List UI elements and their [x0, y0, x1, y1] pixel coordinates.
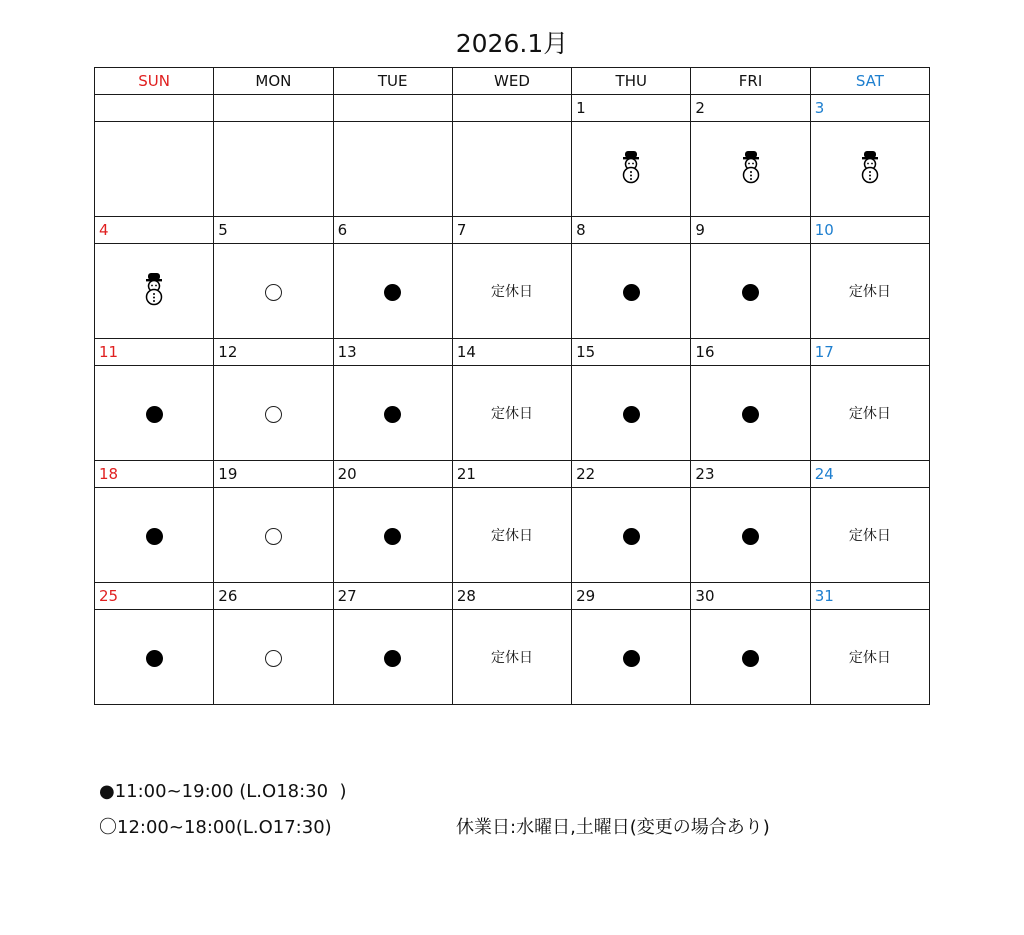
closed-day-label: 定休日: [848, 650, 891, 666]
weekday-sun: SUN: [95, 68, 214, 95]
day-number: 11: [95, 339, 214, 366]
day-number: 17: [810, 339, 929, 366]
day-number: 3: [810, 95, 929, 122]
open-circle-icon: [265, 406, 282, 423]
day-cell: [452, 122, 571, 217]
closed-day-label: 定休日: [490, 406, 533, 422]
day-cell: [333, 366, 452, 461]
day-number: 28: [452, 583, 571, 610]
day-number: 14: [452, 339, 571, 366]
weekday-header-row: [95, 68, 930, 95]
day-number: 27: [333, 583, 452, 610]
calendar-grid: [94, 67, 930, 705]
week-date-row: [95, 461, 930, 488]
closed-day-label: 定休日: [848, 528, 891, 544]
day-number: 20: [333, 461, 452, 488]
day-number: 9: [691, 217, 810, 244]
day-cell: [691, 122, 810, 217]
week-status-row: [95, 244, 930, 339]
day-number: 29: [572, 583, 691, 610]
day-cell: [95, 244, 214, 339]
day-number: 4: [95, 217, 214, 244]
week-status-row: [95, 610, 930, 705]
day-number: 19: [214, 461, 333, 488]
filled-circle-icon: [146, 528, 163, 545]
filled-circle-icon: [742, 406, 759, 423]
day-number: 31: [810, 583, 929, 610]
day-number: 7: [452, 217, 571, 244]
day-cell: [333, 610, 452, 705]
closed-day-label: 定休日: [490, 284, 533, 300]
day-cell: [810, 244, 929, 339]
day-number: 10: [810, 217, 929, 244]
day-number: [333, 95, 452, 122]
day-cell: [214, 488, 333, 583]
day-cell: [95, 488, 214, 583]
day-cell: [572, 122, 691, 217]
day-cell: [691, 488, 810, 583]
day-cell: [452, 610, 571, 705]
day-cell: [95, 610, 214, 705]
day-cell: [333, 122, 452, 217]
day-number: 25: [95, 583, 214, 610]
snowman-icon: [143, 272, 165, 310]
day-number: 1: [572, 95, 691, 122]
weekday-wed: WED: [452, 68, 571, 95]
filled-circle-icon: [384, 528, 401, 545]
calendar-title: 2026.1月: [455, 29, 569, 58]
day-number: 21: [452, 461, 571, 488]
day-number: 23: [691, 461, 810, 488]
day-cell: [214, 244, 333, 339]
day-number: 15: [572, 339, 691, 366]
open-circle-icon: [265, 528, 282, 545]
filled-circle-icon: [623, 284, 640, 301]
filled-circle-icon: [146, 406, 163, 423]
day-cell: [452, 366, 571, 461]
closed-day-label: 定休日: [848, 406, 891, 422]
weekday-tue: TUE: [333, 68, 452, 95]
day-cell: [452, 488, 571, 583]
week-date-row: [95, 217, 930, 244]
week-status-row: [95, 488, 930, 583]
day-number: 8: [572, 217, 691, 244]
day-number: 26: [214, 583, 333, 610]
day-cell: [452, 244, 571, 339]
filled-circle-icon: [623, 528, 640, 545]
filled-circle-icon: [623, 406, 640, 423]
filled-circle-icon: [623, 650, 640, 667]
day-cell: [691, 366, 810, 461]
day-number: 16: [691, 339, 810, 366]
week-date-row: [95, 583, 930, 610]
day-number: 5: [214, 217, 333, 244]
filled-circle-icon: [742, 284, 759, 301]
day-cell: [95, 122, 214, 217]
day-cell: [214, 610, 333, 705]
week-date-row: [95, 95, 930, 122]
filled-circle-icon: [146, 650, 163, 667]
day-cell: [810, 488, 929, 583]
weekday-mon: MON: [214, 68, 333, 95]
day-number: 30: [691, 583, 810, 610]
day-cell: [810, 122, 929, 217]
day-cell: [214, 122, 333, 217]
closed-day-label: 定休日: [848, 284, 891, 300]
day-number: 12: [214, 339, 333, 366]
day-number: 24: [810, 461, 929, 488]
weekday-fri: FRI: [691, 68, 810, 95]
open-circle-icon: [265, 284, 282, 301]
day-cell: [95, 366, 214, 461]
week-status-row: [95, 122, 930, 217]
day-cell: [691, 610, 810, 705]
legend-open-hours: 〇12:00~18:00(L.O17:30): [99, 817, 332, 838]
day-number: [214, 95, 333, 122]
day-cell: [572, 366, 691, 461]
day-cell: [810, 366, 929, 461]
weekday-thu: THU: [572, 68, 691, 95]
day-number: 13: [333, 339, 452, 366]
snowman-icon: [859, 150, 881, 188]
filled-circle-icon: [742, 528, 759, 545]
snowman-icon: [740, 150, 762, 188]
day-number: 6: [333, 217, 452, 244]
closed-day-label: 定休日: [490, 528, 533, 544]
day-cell: [572, 610, 691, 705]
weekday-sat: SAT: [810, 68, 929, 95]
day-number: 22: [572, 461, 691, 488]
filled-circle-icon: [742, 650, 759, 667]
day-cell: [333, 244, 452, 339]
legend-filled-hours: ●11:00~19:00 (L.O18:30 ): [99, 781, 347, 802]
day-cell: [214, 366, 333, 461]
day-number: [452, 95, 571, 122]
filled-circle-icon: [384, 650, 401, 667]
legend-holidays: 休業日:水曜日,土曜日(変更の場合あり): [456, 817, 770, 838]
open-circle-icon: [265, 650, 282, 667]
day-cell: [572, 488, 691, 583]
day-number: 18: [95, 461, 214, 488]
day-cell: [333, 488, 452, 583]
day-cell: [810, 610, 929, 705]
week-date-row: [95, 339, 930, 366]
day-number: [95, 95, 214, 122]
filled-circle-icon: [384, 406, 401, 423]
week-status-row: [95, 366, 930, 461]
closed-day-label: 定休日: [490, 650, 533, 666]
day-cell: [572, 244, 691, 339]
day-number: 2: [691, 95, 810, 122]
snowman-icon: [620, 150, 642, 188]
filled-circle-icon: [384, 284, 401, 301]
day-cell: [691, 244, 810, 339]
